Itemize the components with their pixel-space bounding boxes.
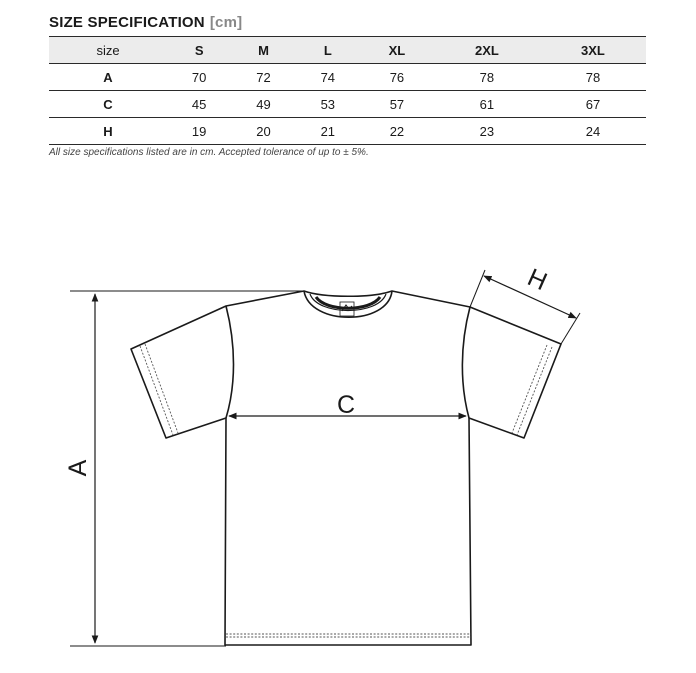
table-row-label: H (49, 118, 167, 145)
table-cell: 78 (434, 64, 540, 91)
title-unit: [cm] (209, 14, 243, 31)
table-header-cell: S (167, 37, 231, 64)
table-cell: 45 (167, 91, 231, 118)
table-cell: 57 (360, 91, 434, 118)
table-header-cell: L (296, 37, 360, 64)
table-header-cell: size (49, 37, 167, 64)
table-cell: 72 (231, 64, 295, 91)
tshirt-outline (131, 291, 561, 645)
dimension-a (64, 291, 304, 646)
table-header-cell: 3XL (540, 37, 646, 64)
title-text: SIZE SPECIFICATION (49, 14, 205, 31)
table-cell: 22 (360, 118, 434, 145)
dimension-c-label: C (336, 391, 356, 419)
dimension-h (470, 263, 580, 344)
tolerance-note: All size specifications listed are in cm. Accepted tolerance of up to ± 5%. (49, 147, 369, 158)
table-header-cell: M (231, 37, 295, 64)
table-cell: 76 (360, 64, 434, 91)
table-cell: 70 (167, 64, 231, 91)
table-cell: 67 (540, 91, 646, 118)
table-cell: 53 (296, 91, 360, 118)
stitching (140, 344, 552, 637)
dimension-c (229, 391, 466, 419)
table-cell: 74 (296, 64, 360, 91)
table-cell: 24 (540, 118, 646, 145)
table-cell: 23 (434, 118, 540, 145)
table-cell: 21 (296, 118, 360, 145)
table-cell: 78 (540, 64, 646, 91)
dimension-h-label: H (523, 263, 552, 297)
table-cell: 49 (231, 91, 295, 118)
table-cell: 61 (434, 91, 540, 118)
table-cell: 20 (231, 118, 295, 145)
table-header-cell: XL (360, 37, 434, 64)
table-row-label: C (49, 91, 167, 118)
table-row-label: A (49, 64, 167, 91)
table-cell: 19 (167, 118, 231, 145)
table-header-cell: 2XL (434, 37, 540, 64)
dimension-a-label: A (64, 459, 92, 477)
